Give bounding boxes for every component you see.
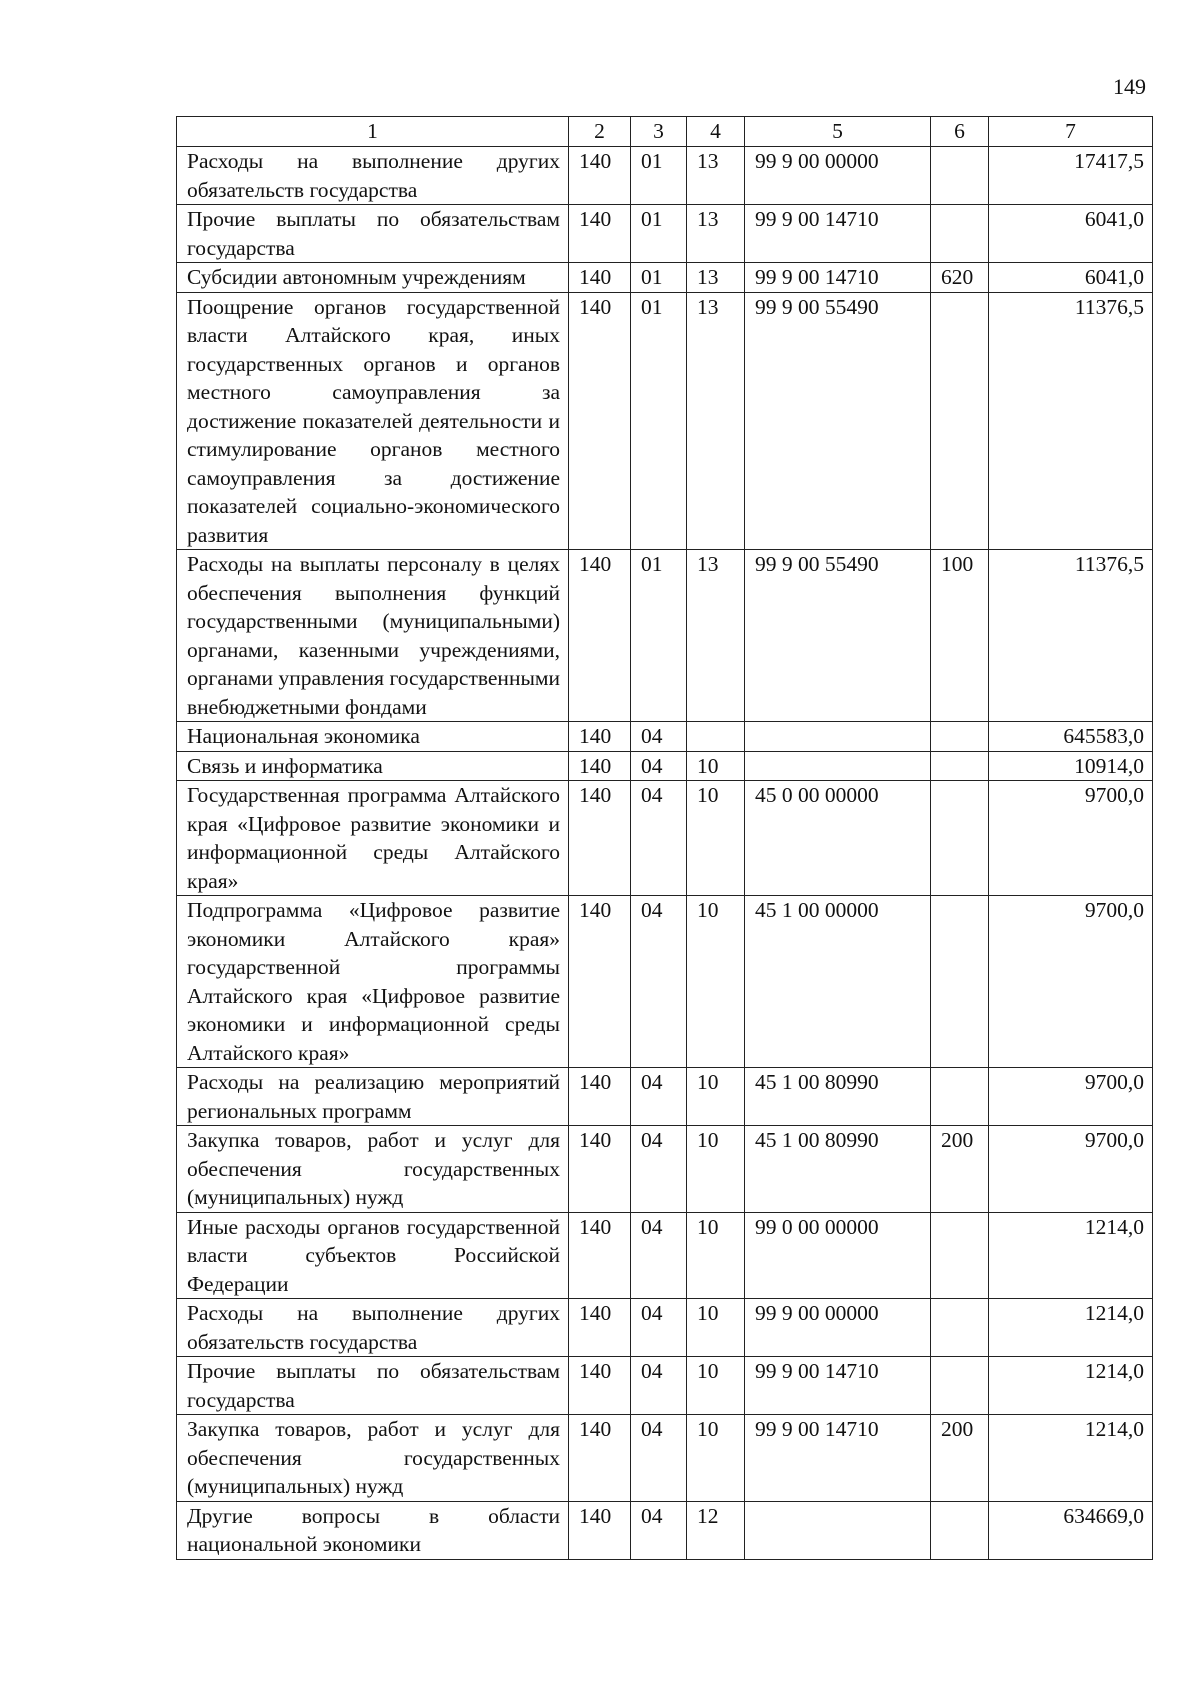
- table-row: [177, 1212, 1153, 1299]
- row-subsection: 10: [687, 1212, 745, 1299]
- row-admin-code: 140: [569, 1068, 631, 1126]
- row-amount: 9700,0: [989, 896, 1153, 1068]
- row-expense-type: [931, 751, 989, 781]
- row-subsection: 13: [687, 147, 745, 205]
- row-subsection: 10: [687, 1415, 745, 1502]
- table-row: [177, 1299, 1153, 1357]
- table-row: [177, 896, 1153, 1068]
- row-amount: 10914,0: [989, 751, 1153, 781]
- row-admin-code: 140: [569, 205, 631, 263]
- row-subsection: 10: [687, 1068, 745, 1126]
- row-target-article: 99 9 00 14710: [745, 1415, 931, 1502]
- row-target-article: [745, 1501, 931, 1559]
- row-section: 04: [631, 781, 687, 896]
- row-subsection: 10: [687, 781, 745, 896]
- row-admin-code: 140: [569, 263, 631, 293]
- row-name: Закупка товаров, работ и услуг для обеспечения государственных (муниципальных) нужд: [177, 1415, 569, 1502]
- row-expense-type: 620: [931, 263, 989, 293]
- row-name: Прочие выплаты по обязательствам государства: [177, 205, 569, 263]
- row-name: Расходы на выплаты персоналу в целях обеспечения выполнения функций государственными (муниципальными) органами, казенными учреждениями, органами управления государственными внебюджетными фондами: [177, 550, 569, 722]
- row-subsection: 10: [687, 1299, 745, 1357]
- row-section: 04: [631, 1415, 687, 1502]
- row-name: Иные расходы органов государственной власти субъектов Российской Федерации: [177, 1212, 569, 1299]
- column-header: 4: [687, 117, 745, 147]
- row-target-article: 99 9 00 55490: [745, 292, 931, 550]
- row-amount: 11376,5: [989, 292, 1153, 550]
- row-name: Подпрограмма «Цифровое развитие экономики Алтайского края» государственной программы Алтайского края «Цифровое развитие экономики и информационной среды Алтайского края»: [177, 896, 569, 1068]
- row-section: 04: [631, 751, 687, 781]
- row-admin-code: 140: [569, 1212, 631, 1299]
- row-expense-type: 100: [931, 550, 989, 722]
- row-section: 01: [631, 205, 687, 263]
- column-header: 5: [745, 117, 931, 147]
- row-subsection: 13: [687, 550, 745, 722]
- row-section: 04: [631, 1212, 687, 1299]
- row-admin-code: 140: [569, 1299, 631, 1357]
- row-subsection: 10: [687, 896, 745, 1068]
- row-amount: 1214,0: [989, 1212, 1153, 1299]
- row-expense-type: 200: [931, 1126, 989, 1213]
- row-expense-type: [931, 722, 989, 752]
- row-name: Национальная экономика: [177, 722, 569, 752]
- table-body: [177, 147, 1153, 1560]
- row-name: Связь и информатика: [177, 751, 569, 781]
- row-expense-type: [931, 205, 989, 263]
- row-section: 04: [631, 1357, 687, 1415]
- table-row: [177, 751, 1153, 781]
- row-name: Закупка товаров, работ и услуг для обеспечения государственных (муниципальных) нужд: [177, 1126, 569, 1213]
- table-row: [177, 1501, 1153, 1559]
- row-section: 04: [631, 722, 687, 752]
- header-row: [177, 117, 1153, 147]
- table-row: [177, 1068, 1153, 1126]
- row-subsection: 10: [687, 1357, 745, 1415]
- row-target-article: 45 1 00 80990: [745, 1126, 931, 1213]
- row-expense-type: [931, 1299, 989, 1357]
- table-row: [177, 722, 1153, 752]
- table-row: [177, 1357, 1153, 1415]
- row-admin-code: 140: [569, 147, 631, 205]
- row-name: Расходы на реализацию мероприятий региональных программ: [177, 1068, 569, 1126]
- table-row: [177, 550, 1153, 722]
- row-target-article: 99 9 00 14710: [745, 263, 931, 293]
- row-target-article: 45 0 00 00000: [745, 781, 931, 896]
- row-name: Государственная программа Алтайского края «Цифровое развитие экономики и информационной среды Алтайского края»: [177, 781, 569, 896]
- row-amount: 9700,0: [989, 1068, 1153, 1126]
- row-section: 01: [631, 550, 687, 722]
- column-header: 3: [631, 117, 687, 147]
- row-amount: 1214,0: [989, 1299, 1153, 1357]
- row-admin-code: 140: [569, 781, 631, 896]
- table-row: [177, 1415, 1153, 1502]
- row-admin-code: 140: [569, 1501, 631, 1559]
- row-admin-code: 140: [569, 896, 631, 1068]
- row-name: Субсидии автономным учреждениям: [177, 263, 569, 293]
- row-expense-type: [931, 1357, 989, 1415]
- table-row: [177, 781, 1153, 896]
- row-amount: 634669,0: [989, 1501, 1153, 1559]
- row-subsection: 13: [687, 292, 745, 550]
- row-section: 01: [631, 263, 687, 293]
- row-amount: 6041,0: [989, 205, 1153, 263]
- row-amount: 11376,5: [989, 550, 1153, 722]
- row-section: 04: [631, 1126, 687, 1213]
- page-number: 149: [1113, 74, 1146, 99]
- row-admin-code: 140: [569, 751, 631, 781]
- table-row: [177, 263, 1153, 293]
- row-subsection: 13: [687, 263, 745, 293]
- row-amount: 1214,0: [989, 1357, 1153, 1415]
- table-row: [177, 1126, 1153, 1213]
- row-name: Поощрение органов государственной власти Алтайского края, иных государственных органов и органов местного самоуправления за достижение показателей деятельности и стимулирование органов местного самоуправления за достижение показателей социально-экономического развития: [177, 292, 569, 550]
- row-amount: 17417,5: [989, 147, 1153, 205]
- row-amount: 1214,0: [989, 1415, 1153, 1502]
- row-admin-code: 140: [569, 1357, 631, 1415]
- row-target-article: 99 9 00 14710: [745, 1357, 931, 1415]
- row-expense-type: 200: [931, 1415, 989, 1502]
- column-header: 6: [931, 117, 989, 147]
- row-subsection: 10: [687, 1126, 745, 1213]
- row-subsection: 13: [687, 205, 745, 263]
- row-admin-code: 140: [569, 722, 631, 752]
- row-admin-code: 140: [569, 292, 631, 550]
- row-target-article: [745, 722, 931, 752]
- row-expense-type: [931, 1501, 989, 1559]
- row-subsection: [687, 722, 745, 752]
- row-admin-code: 140: [569, 550, 631, 722]
- row-section: 01: [631, 292, 687, 550]
- column-header: 2: [569, 117, 631, 147]
- row-name: Расходы на выполнение других обязательств государства: [177, 147, 569, 205]
- row-expense-type: [931, 1068, 989, 1126]
- column-header: 7: [989, 117, 1153, 147]
- row-amount: 6041,0: [989, 263, 1153, 293]
- table-row: [177, 205, 1153, 263]
- row-target-article: 99 9 00 00000: [745, 1299, 931, 1357]
- budget-table: [176, 116, 1153, 1560]
- row-section: 01: [631, 147, 687, 205]
- row-subsection: 10: [687, 751, 745, 781]
- row-target-article: 99 0 00 00000: [745, 1212, 931, 1299]
- row-amount: 9700,0: [989, 1126, 1153, 1213]
- row-expense-type: [931, 1212, 989, 1299]
- row-target-article: [745, 751, 931, 781]
- row-target-article: 99 9 00 55490: [745, 550, 931, 722]
- row-subsection: 12: [687, 1501, 745, 1559]
- row-admin-code: 140: [569, 1126, 631, 1213]
- row-amount: 9700,0: [989, 781, 1153, 896]
- row-name: Прочие выплаты по обязательствам государства: [177, 1357, 569, 1415]
- row-section: 04: [631, 896, 687, 1068]
- row-target-article: 99 9 00 00000: [745, 147, 931, 205]
- row-name: Расходы на выполнение других обязательств государства: [177, 1299, 569, 1357]
- row-target-article: 45 1 00 00000: [745, 896, 931, 1068]
- row-section: 04: [631, 1501, 687, 1559]
- row-expense-type: [931, 896, 989, 1068]
- table-row: [177, 147, 1153, 205]
- row-name: Другие вопросы в области национальной экономики: [177, 1501, 569, 1559]
- row-target-article: 45 1 00 80990: [745, 1068, 931, 1126]
- row-expense-type: [931, 781, 989, 896]
- row-expense-type: [931, 292, 989, 550]
- row-section: 04: [631, 1068, 687, 1126]
- table-row: [177, 292, 1153, 550]
- row-expense-type: [931, 147, 989, 205]
- column-header: 1: [177, 117, 569, 147]
- row-section: 04: [631, 1299, 687, 1357]
- row-admin-code: 140: [569, 1415, 631, 1502]
- row-amount: 645583,0: [989, 722, 1153, 752]
- row-target-article: 99 9 00 14710: [745, 205, 931, 263]
